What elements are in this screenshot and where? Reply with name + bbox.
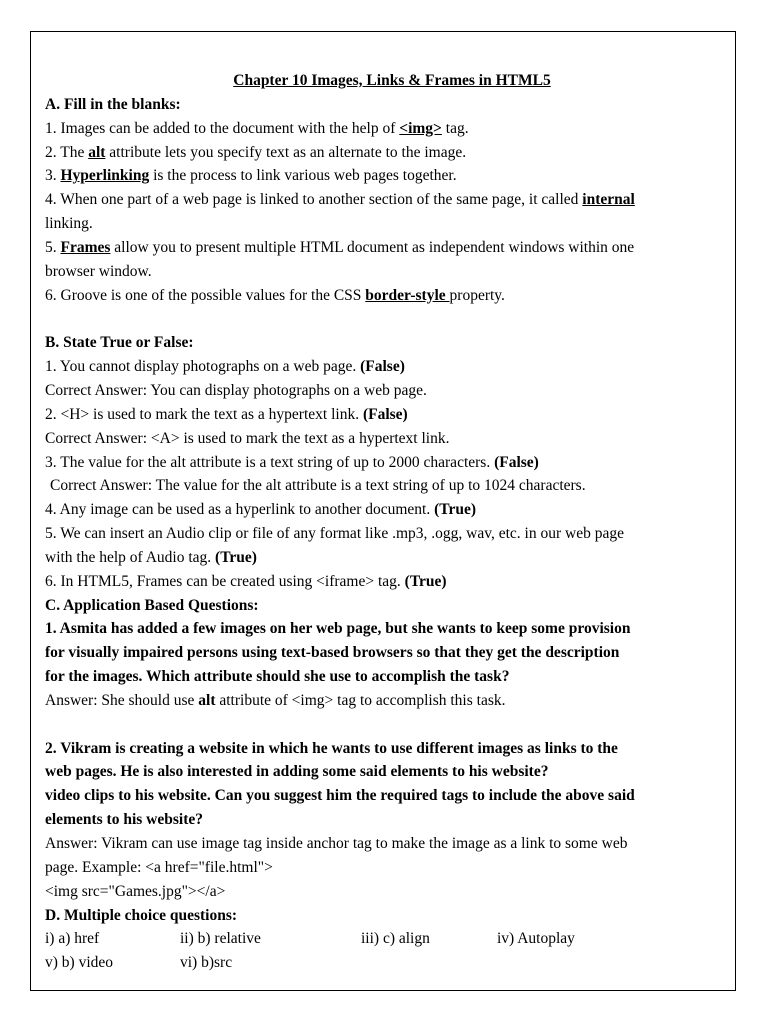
application-a2-line: page. Example: <a href="file.html"> xyxy=(45,858,273,876)
section-a-heading: A. Fill in the blanks: xyxy=(45,95,181,113)
fill-blank-2: 2. The alt attribute lets you specify text as an alternate to the image. xyxy=(45,143,467,161)
true-false-5-cont: with the help of Audio tag. (True) xyxy=(45,548,257,566)
spacer xyxy=(45,307,725,331)
fill-blank-6: 6. Groove is one of the possible values for the CSS border-style property. xyxy=(45,286,505,304)
mcq-answer: v) b) video xyxy=(45,954,114,972)
true-false-3: 3. The value for the alt attribute is a text string of up to 2000 characters. (False) xyxy=(45,453,539,471)
application-q1-line: 1. Asmita has added a few images on her web page, but she wants to keep some provision xyxy=(45,620,631,638)
page-title: Chapter 10 Images, Links & Frames in HTML5 xyxy=(233,72,551,89)
tf-mark: (True) xyxy=(404,572,447,590)
tf-mark: (True) xyxy=(434,501,477,519)
section-d-heading: D. Multiple choice questions: xyxy=(45,906,238,924)
tf-mark: (False) xyxy=(494,453,539,471)
fill-blank-4-cont: linking. xyxy=(45,215,93,233)
application-q2-line: video clips to his website. Can you suggest him the required tags to include the above said xyxy=(45,787,635,805)
true-false-4: 4. Any image can be used as a hyperlink to another document. (True) xyxy=(45,501,477,519)
section-c-heading: C. Application Based Questions: xyxy=(45,596,259,614)
answer-blank: alt xyxy=(88,143,106,161)
correct-answer-2: Correct Answer: <A> is used to mark the text as a hypertext link. xyxy=(45,429,450,447)
fill-blank-1: 1. Images can be added to the document with the help of <img> tag. xyxy=(45,119,469,137)
mcq-answer: ii) b) relative xyxy=(180,930,261,948)
application-q1-line: for visually impaired persons using text-based browsers so that they get the description xyxy=(45,644,620,662)
answer-blank: border-style xyxy=(365,286,450,304)
mcq-answer: vi) b)src xyxy=(180,954,233,972)
tf-mark: (False) xyxy=(360,358,405,376)
section-b-heading: B. State True or False: xyxy=(45,334,194,352)
fill-blank-5: 5. Frames allow you to present multiple HTML document as independent windows within one xyxy=(45,238,635,256)
application-a1: Answer: She should use alt attribute of <img> tag to accomplish this task. xyxy=(45,691,506,709)
correct-answer-1: Correct Answer: You can display photographs on a web page. xyxy=(45,381,427,399)
true-false-5: 5. We can insert an Audio clip or file of any format like .mp3, .ogg, wav, etc. in our web page xyxy=(45,525,624,543)
application-a2-line: <img src="Games.jpg"></a> xyxy=(45,882,226,900)
application-q2-line: 2. Vikram is creating a website in which he wants to use different images as links to the xyxy=(45,739,618,757)
answer-blank: Hyperlinking xyxy=(60,167,150,185)
mcq-answer: iv) Autoplay xyxy=(497,930,575,948)
true-false-1: 1. You cannot display photographs on a web page. (False) xyxy=(45,358,405,376)
fill-blank-5-cont: browser window. xyxy=(45,262,152,280)
fill-blank-3: 3. Hyperlinking is the process to link various web pages together. xyxy=(45,167,457,185)
document-body xyxy=(45,69,725,975)
application-a2-line: Answer: Vikram can use image tag inside anchor tag to make the image as a link to some web xyxy=(45,835,628,852)
tf-mark: (False) xyxy=(362,405,408,423)
application-q2-line: web pages. He is also interested in adding some said elements to his website? xyxy=(45,763,549,781)
correct-answer-3: Correct Answer: The value for the alt attribute is a text string of up to 1024 characters. xyxy=(50,477,586,495)
true-false-2: 2. <H> is used to mark the text as a hypertext link. (False) xyxy=(45,405,408,423)
tf-mark: (True) xyxy=(215,548,257,566)
answer-blank: internal xyxy=(582,191,635,209)
spacer xyxy=(45,713,725,737)
fill-blank-4: 4. When one part of a web page is linked to another section of the same page, it called internal xyxy=(45,191,635,209)
true-false-6: 6. In HTML5, Frames can be created using <iframe> tag. (True) xyxy=(45,572,447,590)
mcq-answer: i) a) href xyxy=(45,930,100,948)
mcq-row-1 xyxy=(45,927,725,951)
mcq-row-2 xyxy=(45,951,725,975)
mcq-answer: iii) c) align xyxy=(361,930,430,948)
application-q1-line: for the images. Which attribute should she use to accomplish the task? xyxy=(45,668,510,686)
answer-blank: <img> xyxy=(399,119,442,137)
answer-blank: Frames xyxy=(60,238,111,256)
application-q2-line: elements to his website? xyxy=(45,811,203,829)
